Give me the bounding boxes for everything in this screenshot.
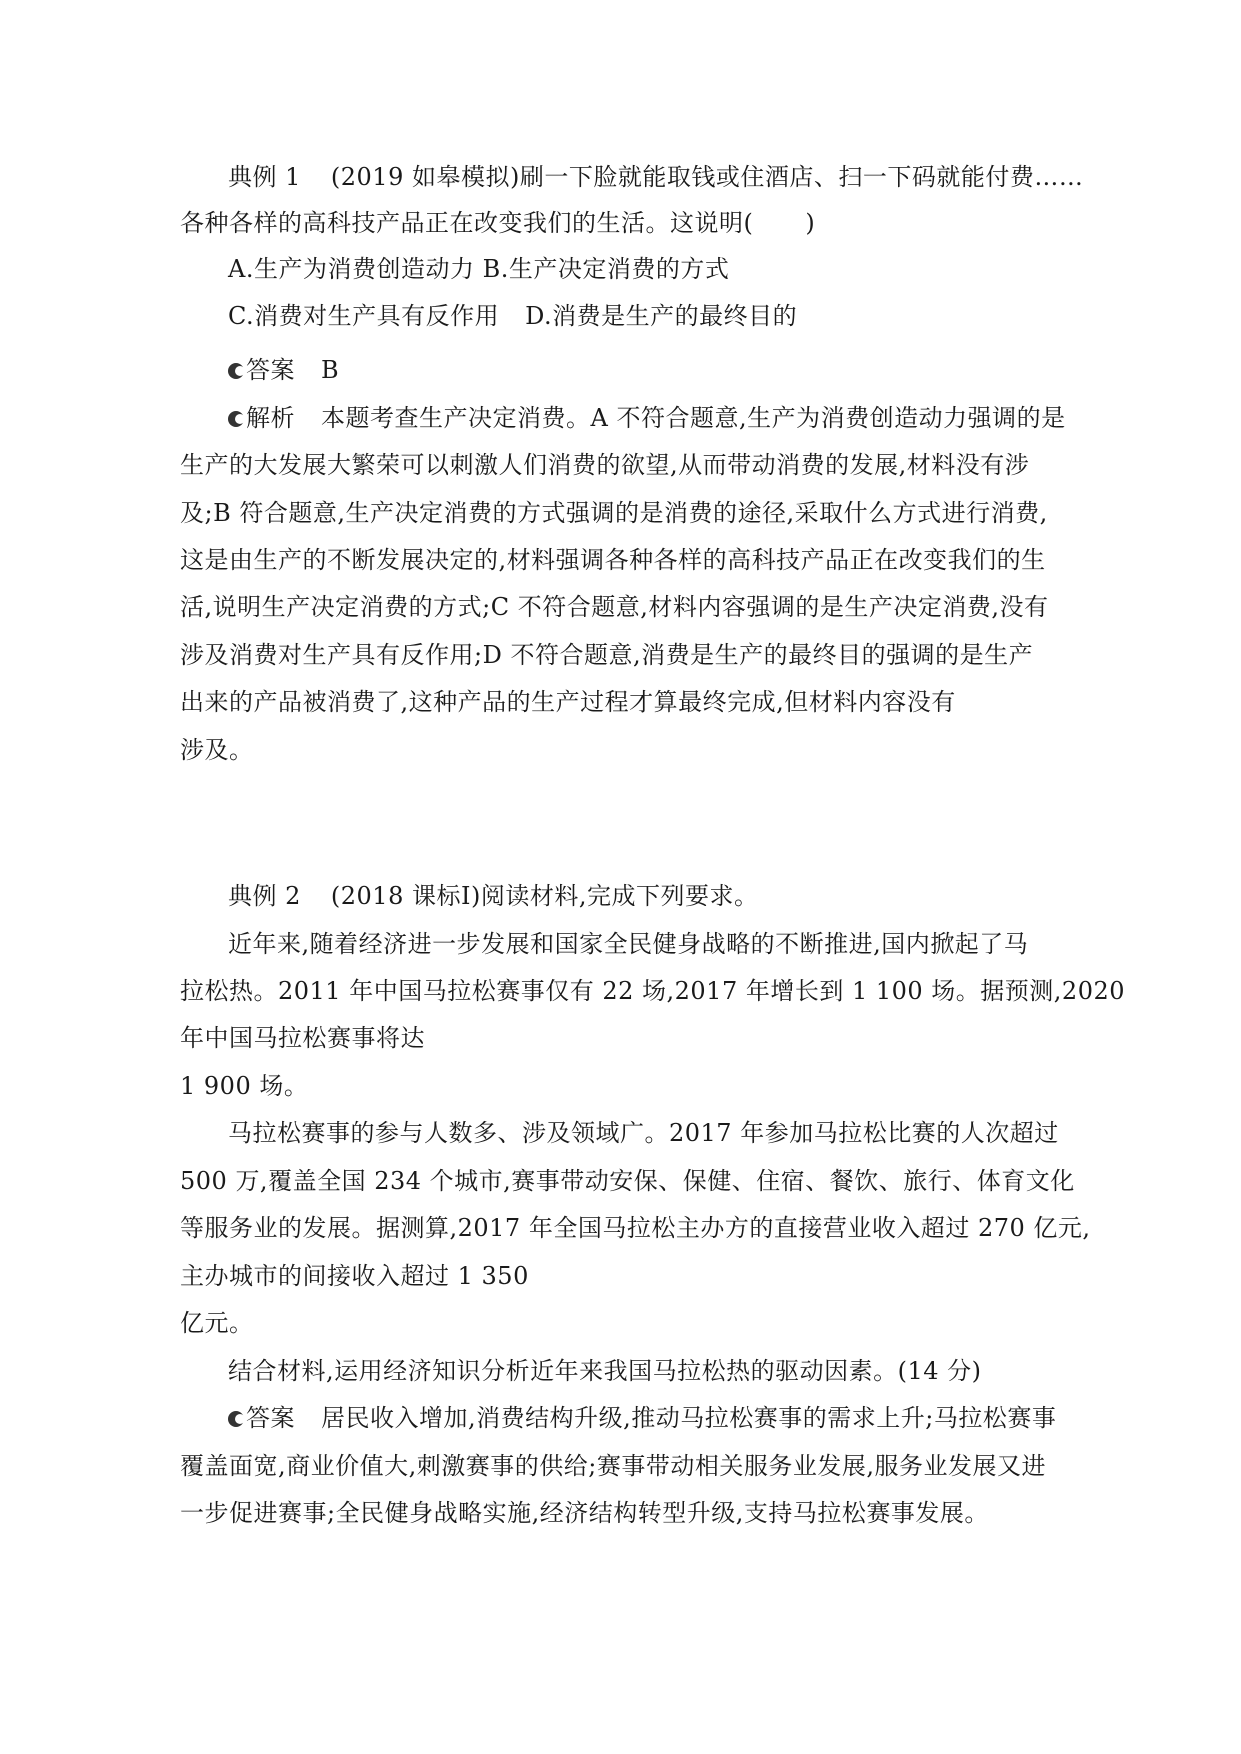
example1-analysis-text: 本题考查生产决定消费。A 不符合题意,生产为消费创造动力强调的是 bbox=[321, 404, 1066, 432]
example1-tag: 典例 1 bbox=[228, 163, 301, 191]
example2-stem: (2018 课标Ⅰ)阅读材料,完成下列要求。 bbox=[330, 882, 759, 910]
example2-para2-line: 等服务业的发展。据测算,2017 年全国马拉松主办方的直接营业收入超过 270 亿元, bbox=[180, 1214, 1091, 1242]
example2-para1-line: 拉松热。2011 年中国马拉松赛事仅有 22 场,2017 年增长到 1 100 场。据预测,2020 bbox=[180, 977, 1126, 1005]
example2-para2-line: 亿元。 bbox=[180, 1309, 254, 1337]
example1-analysis-line: 活,说明生产决定消费的方式;C 不符合题意,材料内容强调的是生产决定消费,没有 bbox=[180, 593, 1049, 621]
example2-para1-line: 年中国马拉松赛事将达 bbox=[180, 1024, 425, 1052]
example2-question: 结合材料,运用经济知识分析近年来我国马拉松热的驱动因素。(14 分) bbox=[228, 1357, 982, 1385]
example2-para1-line: 1 900 场。 bbox=[180, 1072, 309, 1100]
example2-para2-line: 马拉松赛事的参与人数多、涉及领域广。2017 年参加马拉松比赛的人次超过 bbox=[228, 1119, 1059, 1147]
example1-option-d: D.消费是生产的最终目的 bbox=[525, 302, 798, 330]
example1-analysis-line: 及;B 符合题意,生产决定消费的方式强调的是消费的途径,采取什么方式进行消费, bbox=[180, 499, 1048, 527]
example2-para2-line: 500 万,覆盖全国 234 个城市,赛事带动安保、保健、住宿、餐饮、旅行、体育文化 bbox=[180, 1167, 1075, 1195]
example1-bracket-close: ) bbox=[805, 209, 816, 237]
example1-analysis-line: 这是由生产的不断发展决定的,材料强调各种各样的高科技产品正在改变我们的生 bbox=[180, 546, 1046, 574]
answer-marker-icon bbox=[228, 1411, 244, 1427]
example1-options-cd bbox=[228, 301, 797, 331]
example2-answer-line: 一步促进赛事;全民健身战略实施,经济结构转型升级,支持马拉松赛事发展。 bbox=[180, 1499, 989, 1527]
example2-answer-line bbox=[228, 1403, 1056, 1433]
example1-answer-label: 答案 bbox=[246, 356, 295, 384]
example1-analysis-line: 涉及。 bbox=[180, 736, 254, 764]
example1-analysis-line bbox=[228, 403, 1066, 433]
example1-line2 bbox=[180, 208, 815, 238]
example1-option-c: C.消费对生产具有反作用 bbox=[228, 302, 500, 330]
example1-analysis-line: 涉及消费对生产具有反作用;D 不符合题意,消费是生产的最终目的强调的是生产 bbox=[180, 641, 1034, 669]
example1-analysis-line: 生产的大发展大繁荣可以刺激人们消费的欲望,从而带动消费的发展,材料没有涉 bbox=[180, 451, 1030, 479]
example2-tag: 典例 2 bbox=[228, 882, 301, 910]
example1-line1 bbox=[228, 162, 1083, 192]
example1-analysis-label: 解析 bbox=[246, 404, 295, 432]
example2-answer-line: 覆盖面宽,商业价值大,刺激赛事的供给;赛事带动相关服务业发展,服务业发展又进 bbox=[180, 1452, 1046, 1480]
example2-answer-text: 居民收入增加,消费结构升级,推动马拉松赛事的需求上升;马拉松赛事 bbox=[321, 1404, 1057, 1432]
example2-para1-line: 近年来,随着经济进一步发展和国家全民健身战略的不断推进,国内掀起了马 bbox=[228, 930, 1029, 958]
example1-stem-cont: 各种各样的高科技产品正在改变我们的生活。这说明( bbox=[180, 209, 754, 237]
example1-answer-value: B bbox=[321, 356, 340, 384]
answer-marker-icon bbox=[228, 363, 244, 379]
example2-answer-label: 答案 bbox=[246, 1404, 295, 1432]
example2-line1 bbox=[228, 881, 758, 911]
example1-answer bbox=[228, 355, 339, 385]
analysis-marker-icon bbox=[228, 411, 244, 427]
example2-para2-line: 主办城市的间接收入超过 1 350 bbox=[180, 1262, 529, 1290]
example1-stem: (2019 如皋模拟)刷一下脸就能取钱或住酒店、扫一下码就能付费…… bbox=[330, 163, 1084, 191]
example1-options-ab: A.生产为消费创造动力 B.生产决定消费的方式 bbox=[228, 255, 730, 283]
example1-analysis-line: 出来的产品被消费了,这种产品的生产过程才算最终完成,但材料内容没有 bbox=[180, 688, 956, 716]
